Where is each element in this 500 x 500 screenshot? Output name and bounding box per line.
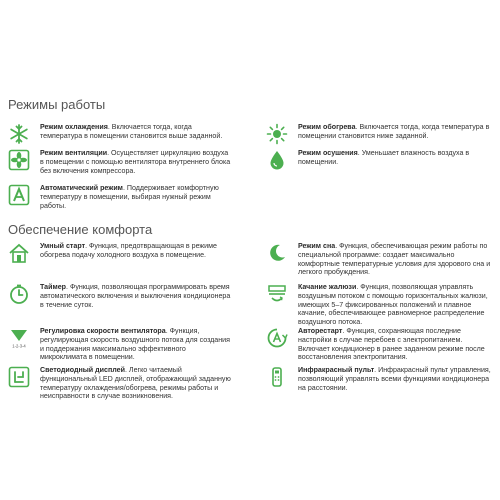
fan-icon [8,149,30,171]
comfort-fan-speed-text: Регулировка скорости вентилятора. Функция, регулирующая скорость воздушного потока для создания и поддержания максимально эффективного микроклимата в помещении. [40,327,230,362]
section-title-modes: Режимы работы [8,97,106,112]
led-display-icon [8,366,30,388]
comfort-sleep-text: Режим сна. Функция, обеспечивающая режим работы по специальной программе: создает максимально комфортные температурные условия для здорового сна и легкого пробуждения. [298,242,491,277]
comfort-led-display-text: Светодиодный дисплей. Легко читаемый функциональный LED дисплей, отображающий заданную температуру охлаждения/обогрева, режимы работы и неисправности в случае возникновения. [40,366,231,401]
comfort-louver-swing-text: Качание жалюзи. Функция, позволяющая управлять воздушным потоком с помощью горизонтальных жалюзи, имеющих 5–7 фиксированных положений и плавное качание, обеспечивающее равномерное распределение воздушного потока. [298,283,488,327]
mode-heating [266,123,491,145]
mode-ventilation [8,149,233,175]
comfort-timer [8,283,233,309]
mode-drying [266,149,491,171]
comfort-remote [266,366,491,392]
mode-cooling [8,123,233,145]
comfort-autorestart [266,327,491,362]
mode-auto [8,184,233,210]
comfort-louver-swing [266,283,491,327]
fan-speed-marks: 1-2-3-4 [12,343,26,349]
comfort-autorestart-text: Авторестарт. Функция, сохраняющая последние настройки в случае перебоев с электропитанием. Включает кондиционер в ранее заданном режиме после восстановления электропитания. [298,327,485,362]
comfort-sleep [266,242,491,277]
mode-heating-text: Режим обогрева. Включается тогда, когда температура в помещении становится ниже заданной. [298,123,490,140]
auto-mode-icon [8,184,30,206]
comfort-smart-start [8,242,233,264]
mode-cooling-text: Режим охлаждения. Включается тогда, когда температура в помещении становится выше заданной. [40,123,223,140]
fan-speed-icon [8,327,30,349]
moon-icon [266,242,288,264]
snowflake-icon [8,123,30,145]
section-title-comfort: Обеспечение комфорта [8,222,153,237]
house-icon [8,242,30,264]
timer-icon [8,283,30,305]
remote-control-icon [266,366,288,388]
mode-auto-text: Автоматический режим. Поддерживает комфортную температуру в помещении, выбирая нужный режим работы. [40,184,219,210]
mode-ventilation-text: Режим вентиляции. Осуществляет циркуляцию воздуха в помещении с помощью вентилятора внутреннего блока без включения компрессора. [40,149,231,175]
water-drop-icon [266,149,288,171]
louver-swing-icon [266,283,288,305]
autorestart-icon [266,327,288,349]
mode-drying-text: Режим осушения. Уменьшает влажность воздуха в помещении. [298,149,470,166]
comfort-remote-text: Инфракрасный пульт. Инфракрасный пульт управления, позволяющий управлять всеми функциями кондиционера на расстоянии. [298,366,491,392]
comfort-timer-text: Таймер. Функция, позволяющая программировать время автоматического включения и выключения кондиционера в течение суток. [40,283,231,309]
comfort-led-display [8,366,233,401]
comfort-smart-start-text: Умный старт. Функция, предотвращающая в режиме обогрева подачу холодного воздуха в помещение. [40,242,217,259]
comfort-fan-speed [8,327,233,362]
sun-icon [266,123,288,145]
